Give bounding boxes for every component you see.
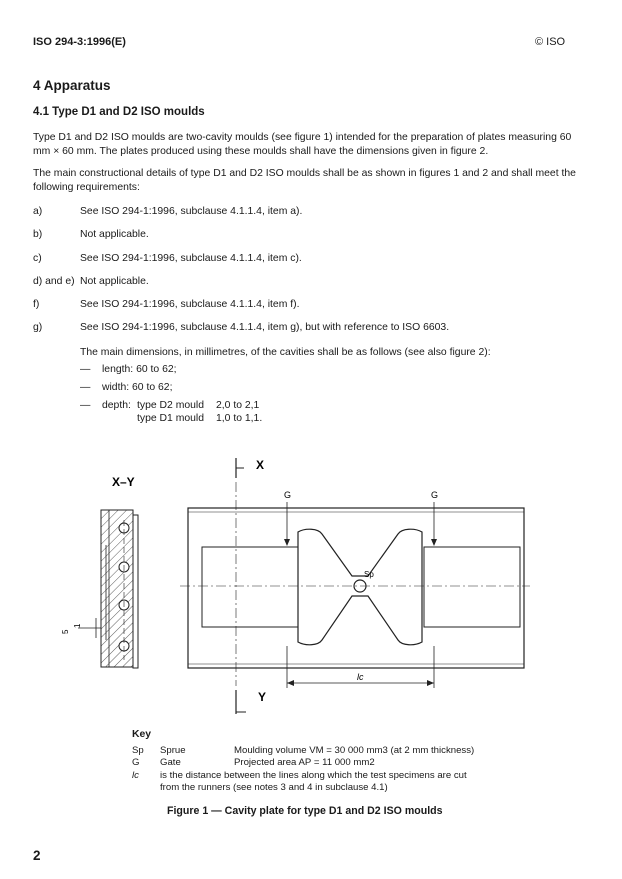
key-desc: Projected area AP = 11 000 mm2 bbox=[234, 757, 375, 768]
gate-marker-right bbox=[431, 490, 438, 546]
list-item-label: d) and e) bbox=[33, 276, 75, 287]
depth-range-d1: 1,0 to 1,1. bbox=[216, 413, 263, 424]
cavity-right bbox=[424, 547, 520, 627]
dimension-depth-label: depth: bbox=[102, 400, 131, 411]
sprue-label: Sp bbox=[364, 570, 374, 579]
dash-bullet: — bbox=[80, 364, 91, 375]
list-item-label: c) bbox=[33, 253, 42, 264]
page-number: 2 bbox=[33, 848, 41, 863]
y-label: Y bbox=[258, 690, 267, 704]
cavity-plate-figure bbox=[0, 440, 622, 720]
side-dimension-sub: 1 bbox=[73, 623, 82, 628]
key-desc: is the distance between the lines along which the test specimens are cut bbox=[160, 770, 467, 781]
cavity-left bbox=[202, 547, 298, 627]
x-label: X bbox=[256, 458, 265, 472]
section-line-x bbox=[236, 458, 264, 478]
gate-label-left: G bbox=[284, 490, 292, 500]
key-continuation: from the runners (see notes 3 and 4 in subclause 4.1) bbox=[160, 782, 388, 793]
lc-dimension bbox=[287, 646, 434, 688]
figure-caption: Figure 1 — Cavity plate for type D1 and D2 ISO moulds bbox=[167, 805, 443, 817]
list-item-label: b) bbox=[33, 229, 43, 240]
paragraph-intro: Type D1 and D2 ISO moulds are two-cavity moulds (see figure 1) intended for the preparation of plates measuring 60 mm × 60 mm. The plates produced using these moulds shall have the dimensions given in figure 2. bbox=[33, 132, 572, 157]
list-item-text: See ISO 294-1:1996, subclause 4.1.1.4, item a). bbox=[80, 206, 303, 217]
running-header: ISO 294-3:1996(E) bbox=[33, 36, 126, 48]
section-label: X–Y bbox=[112, 475, 135, 489]
key-desc: Moulding volume VM = 30 000 mm3 (at 2 mm thickness) bbox=[234, 745, 475, 756]
section-view bbox=[61, 510, 138, 668]
paragraph-requirements: The main constructional details of type D1 and D2 ISO moulds shall be as shown in figures 1 and 2 and shall meet the following requirements: bbox=[33, 168, 576, 193]
subsection-heading: 4.1 Type D1 and D2 ISO moulds bbox=[33, 106, 205, 118]
lc-label: lc bbox=[357, 672, 364, 682]
key-symbol: Sp bbox=[132, 745, 144, 756]
section-line-y bbox=[236, 690, 266, 714]
dash-bullet: — bbox=[80, 400, 91, 411]
list-item-label: g) bbox=[33, 322, 43, 333]
depth-range-d2: 2,0 to 2,1 bbox=[216, 400, 260, 411]
dimension-length: length: 60 to 62; bbox=[102, 364, 177, 375]
depth-type-d2: type D2 mould bbox=[137, 400, 204, 411]
depth-type-d1: type D1 mould bbox=[137, 413, 204, 424]
key-title: Key bbox=[132, 729, 152, 740]
dash-bullet: — bbox=[80, 382, 91, 393]
copyright-mark: © ISO bbox=[535, 36, 566, 48]
list-item-label: f) bbox=[33, 299, 40, 310]
key-term: Sprue bbox=[160, 745, 186, 756]
dimension-width: width: 60 to 62; bbox=[102, 382, 173, 393]
dimensions-intro: The main dimensions, in millimetres, of the cavities shall be as follows (see also figure 2): bbox=[80, 347, 491, 358]
list-item-label: a) bbox=[33, 206, 43, 217]
key-symbol: lc bbox=[132, 770, 139, 781]
gate-marker-left bbox=[284, 490, 291, 546]
key-symbol: G bbox=[132, 757, 140, 768]
section-heading: 4 Apparatus bbox=[33, 78, 111, 93]
list-item-text: Not applicable. bbox=[80, 276, 149, 287]
list-item-text: Not applicable. bbox=[80, 229, 149, 240]
key-term: Gate bbox=[160, 757, 181, 768]
list-item-text: See ISO 294-1:1996, subclause 4.1.1.4, item f). bbox=[80, 299, 300, 310]
list-item-text: See ISO 294-1:1996, subclause 4.1.1.4, item c). bbox=[80, 253, 302, 264]
list-item-text: See ISO 294-1:1996, subclause 4.1.1.4, item g), but with reference to ISO 6603. bbox=[80, 322, 450, 333]
side-dimension-label: 5 bbox=[61, 629, 70, 634]
gate-label-right: G bbox=[431, 490, 439, 500]
